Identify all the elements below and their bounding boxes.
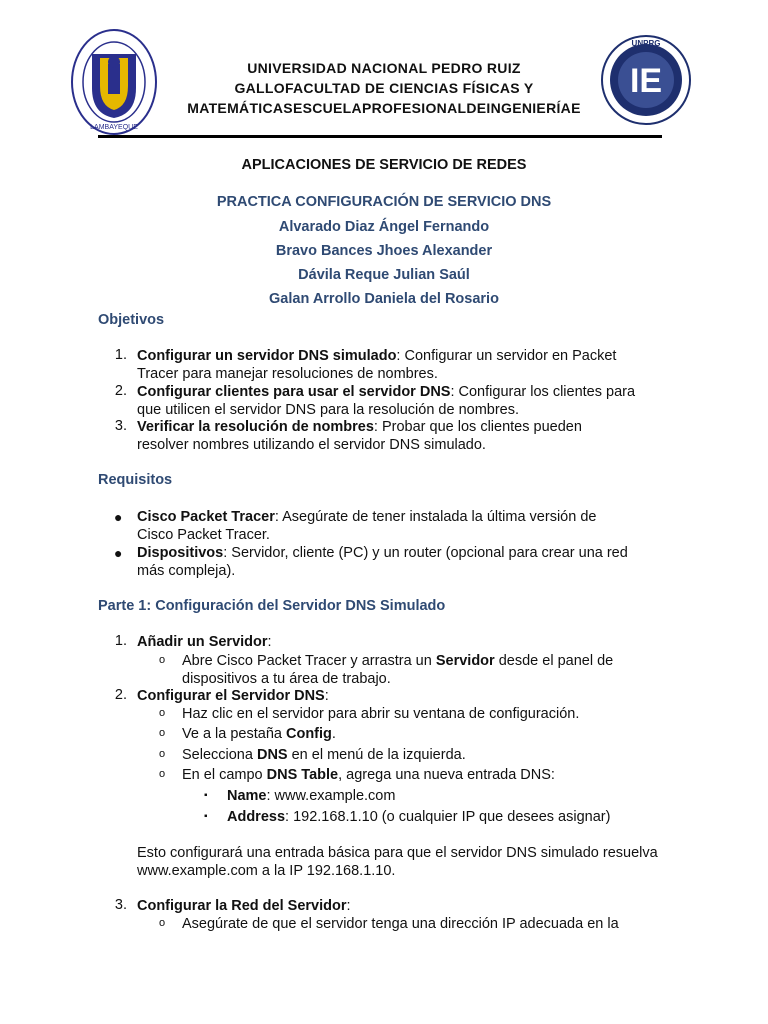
requirement-2: Dispositivos: Servidor, cliente (PC) y un router (opcional para crear una red xyxy=(137,545,628,561)
seal-center-text: IE xyxy=(629,62,663,100)
sub-bullet-icon: o xyxy=(159,727,166,739)
author-2: Bravo Bances Jhoes Alexander xyxy=(275,243,493,259)
header-divider xyxy=(98,135,662,138)
objective-1-line2: Tracer para manejar resoluciones de nombres. xyxy=(137,366,438,382)
step-2-sub-2: Ve a la pestaña Config. xyxy=(182,726,336,742)
note-line-2: www.example.com a la IP 192.168.1.10. xyxy=(137,863,396,879)
author-3: Dávila Reque Julian Saúl xyxy=(298,267,470,283)
requirement-1: Cisco Packet Tracer: Asegúrate de tener instalada la última versión de xyxy=(137,509,597,525)
note-line-1: Esto configurará una entrada básica para que el servidor DNS simulado resuelva xyxy=(137,845,658,861)
course-title: APLICACIONES DE SERVICIO DE REDES xyxy=(241,157,527,173)
sub-bullet-icon: o xyxy=(159,748,166,760)
objective-2-line2: que utilicen el servidor DNS para la resolución de nombres. xyxy=(137,402,520,418)
practice-title: PRACTICA CONFIGURACIÓN DE SERVICIO DNS xyxy=(216,194,552,210)
objective-2: Configurar clientes para usar el servidor DNS: Configurar los clientes para xyxy=(137,384,636,400)
sub-bullet-icon: o xyxy=(159,768,166,780)
objective-1-number: 1. xyxy=(114,347,127,363)
objective-3-number: 3. xyxy=(114,418,127,434)
author-4: Galan Arrollo Daniela del Rosario xyxy=(269,291,499,307)
sub-bullet-icon: o xyxy=(159,917,166,929)
step-2-sub-4: En el campo DNS Table, agrega una nueva entrada DNS: xyxy=(182,767,555,783)
step-1-number: 1. xyxy=(114,633,127,649)
objective-2-number: 2. xyxy=(114,383,127,399)
header-line-1: UNIVERSIDAD NACIONAL PEDRO RUIZ xyxy=(247,60,521,76)
step-3: Configurar la Red del Servidor: xyxy=(137,898,351,914)
dns-address-field: Address: 192.168.1.10 (o cualquier IP que desees asignar) xyxy=(227,809,611,825)
objective-3-line2: resolver nombres utilizando el servidor DNS simulado. xyxy=(137,437,486,453)
step-2: Configurar el Servidor DNS: xyxy=(137,688,329,704)
seal-bottom-text: LAMBAYEQUE xyxy=(90,124,138,131)
sub-bullet-icon: o xyxy=(159,707,166,719)
bullet-icon: ● xyxy=(114,545,123,561)
step-1-sub: Abre Cisco Packet Tracer y arrastra un Servidor desde el panel de xyxy=(182,653,614,669)
step-2-sub-1: Haz clic en el servidor para abrir su ventana de configuración. xyxy=(182,706,580,722)
part1-heading: Parte 1: Configuración del Servidor DNS Simulado xyxy=(98,598,446,614)
author-1: Alvarado Diaz Ángel Fernando xyxy=(278,219,490,235)
square-bullet-icon: ▪ xyxy=(204,811,208,822)
step-1-sub-line2: dispositivos a tu área de trabajo. xyxy=(182,671,391,687)
step-3-sub: Asegúrate de que el servidor tenga una dirección IP adecuada en la xyxy=(182,916,619,932)
requirement-1-line2: Cisco Packet Tracer. xyxy=(137,527,270,543)
sub-bullet-icon: o xyxy=(159,654,166,666)
objectives-heading: Objetivos xyxy=(98,312,165,328)
objective-1: Configurar un servidor DNS simulado: Configurar un servidor en Packet xyxy=(137,348,617,364)
objective-3: Verificar la resolución de nombres: Probar que los clientes pueden xyxy=(137,419,582,435)
header-line-3: MATEMÁTICASESCUELAPROFESIONALDEINGENIERÍAE xyxy=(187,100,581,116)
seal-top-text: UNPRG xyxy=(631,39,661,48)
bullet-icon: ● xyxy=(114,509,123,525)
requirement-2-line2: más compleja). xyxy=(137,563,236,579)
step-2-number: 2. xyxy=(114,687,127,703)
step-1: Añadir un Servidor: xyxy=(137,634,272,650)
square-bullet-icon: ▪ xyxy=(204,790,208,801)
university-seal-icon xyxy=(70,28,158,136)
dns-name-field: Name: www.example.com xyxy=(227,788,396,804)
requirements-heading: Requisitos xyxy=(98,472,173,488)
step-3-number: 3. xyxy=(114,897,127,913)
header-line-2: GALLOFACULTAD DE CIENCIAS FÍSICAS Y xyxy=(234,80,534,96)
step-2-sub-3: Selecciona DNS en el menú de la izquierda. xyxy=(182,747,466,763)
faculty-seal-icon xyxy=(600,34,692,126)
